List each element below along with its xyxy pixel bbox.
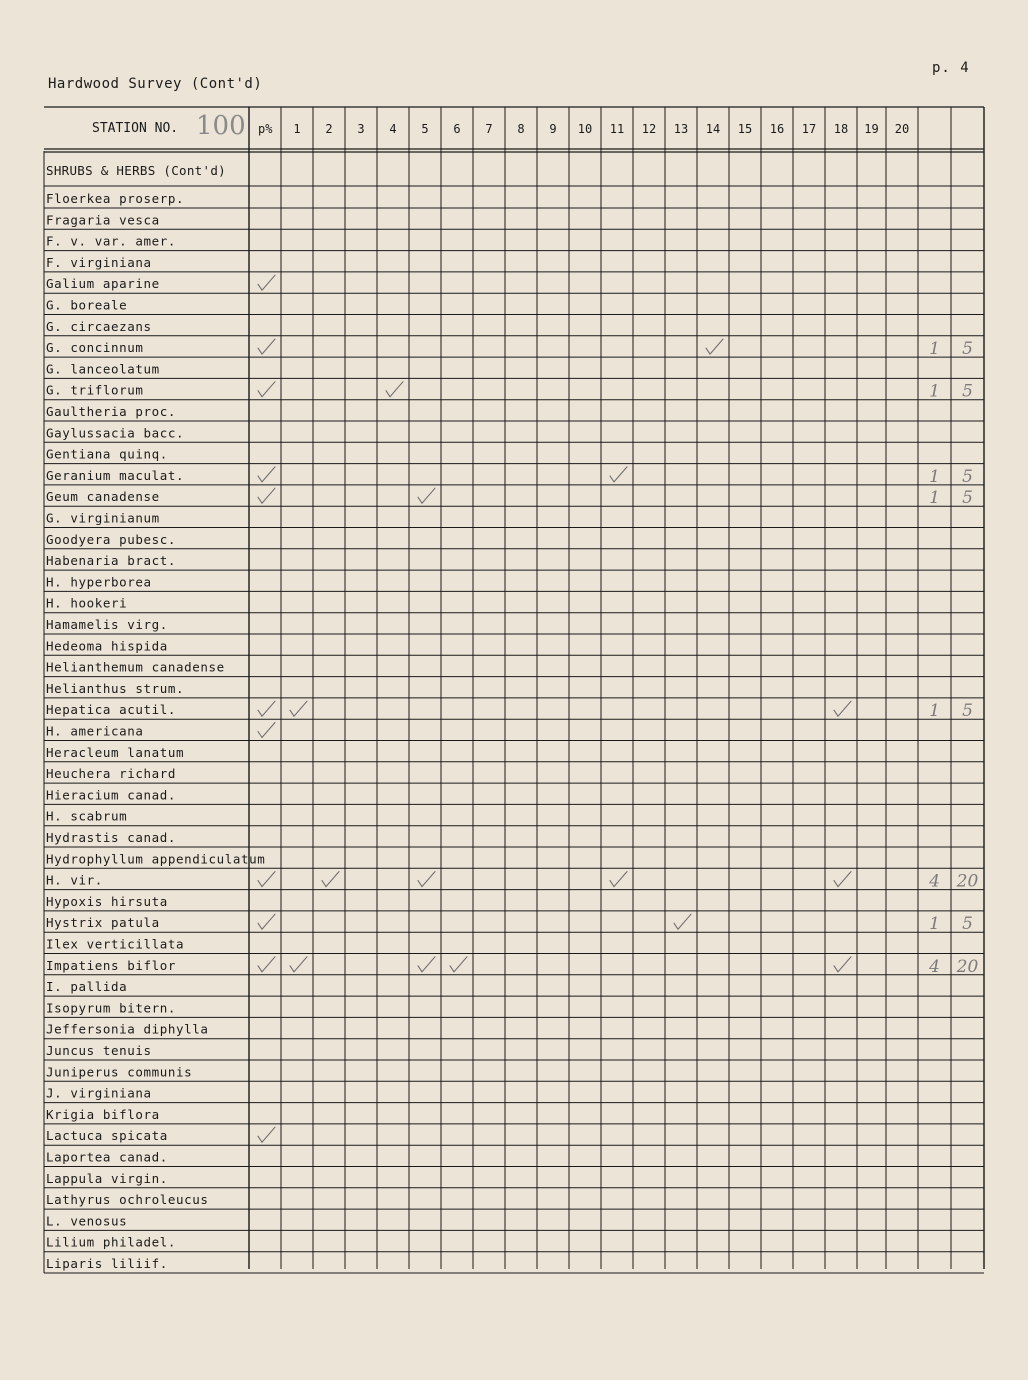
table-row [258, 275, 275, 290]
species-label: J. virginiana [46, 1085, 152, 1101]
tally-percent: 20 [956, 956, 979, 977]
species-label: G. circaezans [46, 318, 152, 334]
check-mark [418, 488, 435, 503]
tally-percent: 5 [962, 466, 973, 487]
species-label: Geum canadense [46, 489, 160, 505]
species-label: Hamamelis virg. [46, 617, 168, 632]
tally-percent: 5 [962, 701, 973, 722]
species-label: Isopyrum bitern. [46, 1000, 177, 1016]
species-label: Gentiana quinq. [46, 446, 168, 462]
table-row [258, 914, 973, 934]
species-label: H. hyperborea [46, 574, 152, 590]
species-label: Lappula virgin. [46, 1170, 168, 1186]
species-label: H. scabrum [46, 808, 128, 824]
tally-count: 1 [929, 381, 940, 402]
tally-percent: 5 [962, 914, 973, 935]
percent-column-header: p% [258, 122, 273, 136]
check-mark [290, 701, 307, 716]
page-number: p. 4 [932, 60, 970, 76]
species-label: Lathyrus ochroleucus [46, 1192, 209, 1208]
table-row [258, 701, 973, 721]
station-header-4: 4 [389, 122, 397, 136]
table-row [258, 1127, 275, 1142]
section-label: SHRUBS & HERBS (Cont'd) [46, 163, 226, 178]
table-row [258, 723, 275, 738]
species-label: F. v. var. amer. [46, 233, 177, 249]
tally-count: 4 [929, 956, 940, 977]
tally-percent: 20 [956, 871, 979, 892]
station-header-11: 11 [609, 122, 625, 136]
station-header-18: 18 [833, 122, 849, 136]
station-header-13: 13 [673, 122, 689, 136]
species-label: Laportea canad. [46, 1149, 168, 1165]
check-mark [418, 872, 435, 887]
station-header-2: 2 [325, 122, 333, 136]
species-label: Lactuca spicata [46, 1128, 168, 1144]
check-mark [418, 957, 435, 972]
row-marks [258, 275, 978, 1142]
check-mark [258, 701, 275, 716]
species-label: Hedeoma hispida [46, 638, 168, 654]
species-label: Gaylussacia bacc. [46, 425, 185, 441]
species-label: Heuchera richard [46, 766, 177, 782]
station-header-5: 5 [421, 122, 429, 136]
station-header-6: 6 [453, 122, 461, 136]
tally-count: 1 [929, 466, 940, 487]
species-label: Hystrix patula [46, 915, 160, 931]
species-label: Liparis liliif. [46, 1256, 168, 1271]
species-label: I. pallida [46, 979, 128, 995]
check-mark [258, 382, 275, 397]
species-label: Impatiens biflor [46, 957, 177, 973]
species-label: Floerkea proserp. [46, 191, 185, 206]
check-mark [674, 914, 691, 929]
species-label: Juncus tenuis [46, 1043, 152, 1058]
check-mark [258, 914, 275, 929]
tally-count: 1 [929, 488, 940, 509]
station-header-19: 19 [864, 122, 879, 136]
species-label: G. lanceolatum [46, 361, 160, 377]
station-number: 100 [196, 111, 246, 141]
tally-percent: 5 [962, 339, 973, 360]
species-label: Galium aparine [46, 276, 160, 292]
species-label: Jeffersonia diphylla [46, 1021, 209, 1037]
tally-percent: 5 [962, 381, 973, 402]
species-label: G. virginianum [46, 510, 160, 526]
table-row [258, 872, 978, 892]
table-row [258, 382, 973, 402]
species-label: Hydrastis canad. [46, 830, 177, 845]
species-label: F. virginiana [46, 254, 152, 270]
species-label: Juniperus communis [46, 1064, 193, 1080]
check-mark [706, 339, 723, 354]
station-header-10: 10 [577, 122, 593, 136]
station-header-17: 17 [801, 122, 817, 136]
check-mark [290, 957, 307, 972]
species-label: Hieracium canad. [46, 787, 177, 803]
species-label: Helianthemum canadense [46, 659, 225, 675]
table-row [258, 467, 973, 487]
species-label: Goodyera pubesc. [46, 531, 177, 547]
table-row [258, 488, 973, 508]
station-header-15: 15 [737, 122, 753, 136]
station-header-16: 16 [769, 122, 785, 136]
check-mark [834, 701, 851, 716]
species-label: Ilex verticillata [46, 936, 185, 952]
table-header [92, 111, 273, 141]
species-labels [46, 191, 265, 1271]
station-label: STATION NO. [92, 121, 179, 136]
check-mark [258, 275, 275, 290]
tally-count: 1 [929, 701, 940, 722]
species-label: Gaultheria proc. [46, 404, 177, 419]
species-label: Krigia biflora [46, 1106, 160, 1122]
page-title: Hardwood Survey (Cont'd) [48, 76, 263, 92]
species-label: Hydrophyllum appendiculatum [46, 851, 266, 867]
station-header-1: 1 [293, 122, 301, 136]
species-label: H. hookeri [46, 595, 128, 611]
species-label: G. concinnum [46, 340, 144, 356]
species-label: Hepatica acutil. [46, 702, 177, 718]
tally-count: 4 [929, 871, 940, 892]
table-grid-lines [44, 107, 984, 1273]
station-header-7: 7 [485, 122, 493, 136]
check-mark [258, 488, 275, 503]
station-header-20: 20 [894, 122, 910, 136]
check-mark [258, 872, 275, 887]
tally-count: 1 [929, 339, 940, 360]
check-mark [834, 872, 851, 887]
station-header-3: 3 [357, 122, 365, 136]
check-mark [258, 1127, 275, 1142]
species-label: Heracleum lanatum [46, 744, 185, 760]
species-label: Fragaria vesca [46, 212, 160, 228]
species-label: G. boreale [46, 297, 128, 313]
species-label: Habenaria bract. [46, 553, 177, 569]
tally-percent: 5 [962, 488, 973, 509]
table-row [258, 957, 978, 977]
species-label: Geranium maculat. [46, 467, 185, 483]
station-header-8: 8 [517, 122, 525, 136]
species-label: L. venosus [46, 1213, 128, 1229]
check-mark [610, 872, 627, 887]
check-mark [322, 872, 339, 887]
station-header-9: 9 [549, 122, 557, 136]
species-label: G. triflorum [46, 382, 144, 398]
check-mark [258, 723, 275, 738]
station-header-12: 12 [641, 122, 657, 136]
check-mark [258, 339, 275, 354]
species-label: H. americana [46, 723, 144, 739]
tally-count: 1 [929, 914, 940, 935]
species-label: H. vir. [46, 872, 103, 888]
station-header-14: 14 [705, 122, 721, 136]
check-mark [450, 957, 467, 972]
species-label: Helianthus strum. [46, 680, 185, 696]
check-mark [258, 467, 275, 482]
check-mark [386, 382, 403, 397]
check-mark [834, 957, 851, 972]
table-row [258, 339, 973, 359]
check-mark [610, 467, 627, 482]
species-label: Hypoxis hirsuta [46, 893, 168, 909]
species-label: Lilium philadel. [46, 1234, 177, 1250]
check-mark [258, 957, 275, 972]
